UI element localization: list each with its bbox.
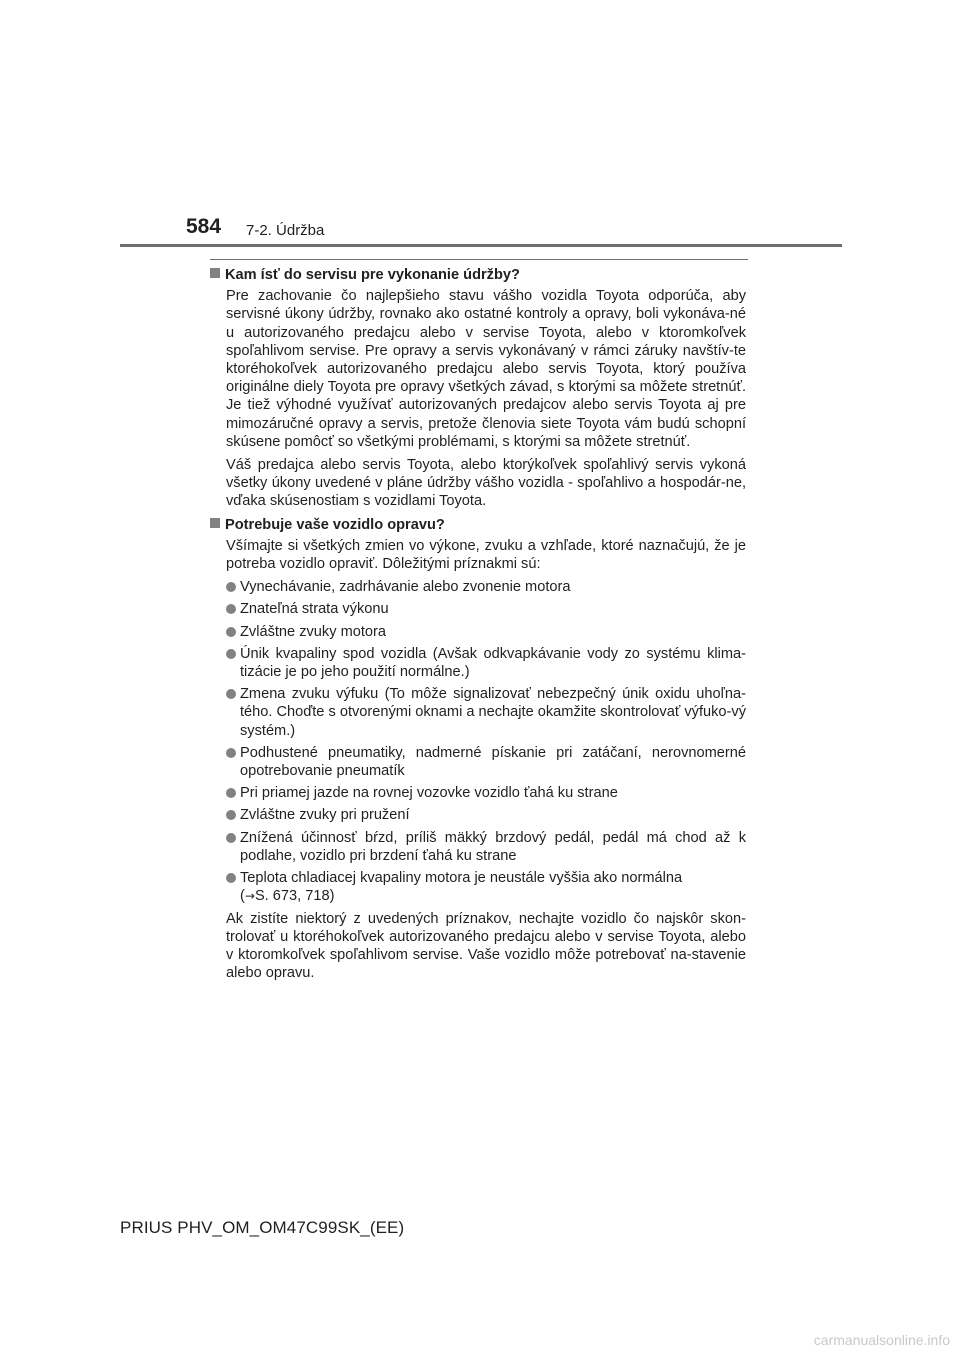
circle-bullet-icon [226,649,236,659]
circle-bullet-icon [226,689,236,699]
circle-bullet-icon [226,748,236,758]
circle-bullet-icon [226,810,236,820]
list-item: Zvláštne zvuky pri pružení [226,806,746,824]
section-title: 7-2. Údržba [246,222,325,239]
list-item: Vynechávanie, zadrhávanie alebo zvonenie motora [226,578,746,596]
section-heading-repair-needed: Potrebuje vaše vozidlo opravu? [210,516,746,534]
content-rule [210,259,748,260]
intro-paragraph: Všímajte si všetkých zmien vo výkone, zvuku a vzhľade, ktoré naznačujú, že je potreba vozidlo opraviť. Dôležitými príznakmi sú: [226,537,746,573]
circle-bullet-icon [226,604,236,614]
circle-bullet-icon [226,627,236,637]
list-item: Teplota chladiacej kvapaliny motora je neustále vyššia ako normálna (→S. 673, 718) [226,869,746,905]
page-reference[interactable]: (→S. 673, 718) [240,888,335,905]
square-bullet-icon [210,268,220,278]
section-heading-service-location: Kam ísť do servisu pre vykonanie údržby? [210,266,746,284]
list-item: Znížená účinnosť bŕzd, príliš mäkký brzdový pedál, pedál má chod až k podlahe, vozidlo pri brzdení ťahá ku strane [226,829,746,865]
circle-bullet-icon [226,873,236,883]
arrow-right-icon: → [244,889,255,904]
list-item: Únik kvapaliny spod vozidla (Avšak odkvapkávanie vody zo systému klima-tizácie je po jeho použití normálne.) [226,645,746,681]
watermark: carmanualsonline.info [813,1332,950,1348]
list-item: Pri priamej jazde na rovnej vozovke vozidlo ťahá ku strane [226,784,746,802]
closing-paragraph: Ak zistíte niektorý z uvedených príznakov, nechajte vozidlo čo najskôr skon-trolovať u ktoréhokoľvek autorizovaného predajcu alebo v servise Toyota, alebo v ktoromkoľvek spoľahlivom servise. Vaše vozidlo môže potrebovať na-stavenie alebo opravu. [226,910,746,982]
paragraph: Pre zachovanie čo najlepšieho stavu vášho vozidla Toyota odporúča, aby servisné úkony údržby, rovnako ako ostatné kontroly a opravy, boli vykonáva-né u autorizovaného predajcu alebo v servise Toyota, alebo v ktoromkoľvek spoľahlivom servise. Pre opravy a servis vykonávaný v rámci záruky navštív-te ktoréhokoľvek autorizovaného predajcu alebo servis Toyota, ktorý používa originálne diely Toyota pre opravy všetkých závad, s ktorými sa môžete stretnúť. Je tiež výhodné využívať autorizovaných predajcov alebo servis Toyota aj pre mimozáručné opravy a servis, pretože členovia siete Toyota vám budú schopní skúsene pomôcť so všetkými problémami, s ktorými sa môžete stretnúť. [226,288,746,450]
square-bullet-icon [210,518,220,528]
list-item: Znateľná strata výkonu [226,600,746,618]
list-item: Zvláštne zvuky motora [226,623,746,641]
footer-doc-code: PRIUS PHV_OM_OM47C99SK_(EE) [120,1218,405,1237]
list-item: Podhustené pneumatiky, nadmerné pískanie pri zatáčaní, nerovnomerné opotrebovanie pneumatík [226,744,746,780]
circle-bullet-icon [226,833,236,843]
circle-bullet-icon [226,788,236,798]
circle-bullet-icon [226,582,236,592]
list-item: Zmena zvuku výfuku (To môže signalizovať nebezpečný únik oxidu uhoľna-tého. Choďte s otvorenými oknami a nechajte okamžite skontrolovať výfuko-vý systém.) [226,685,746,740]
content-body [210,266,746,987]
header-rule [120,244,842,247]
page-number: 584 [186,215,222,238]
paragraph: Váš predajca alebo servis Toyota, alebo ktorýkoľvek spoľahlivý servis vykoná všetky úkony uvedené v pláne údržby vášho vozidla - spoľahlivo a hospodár-ne, vďaka skúsenostiam s vozidlami Toyota. [226,457,746,510]
